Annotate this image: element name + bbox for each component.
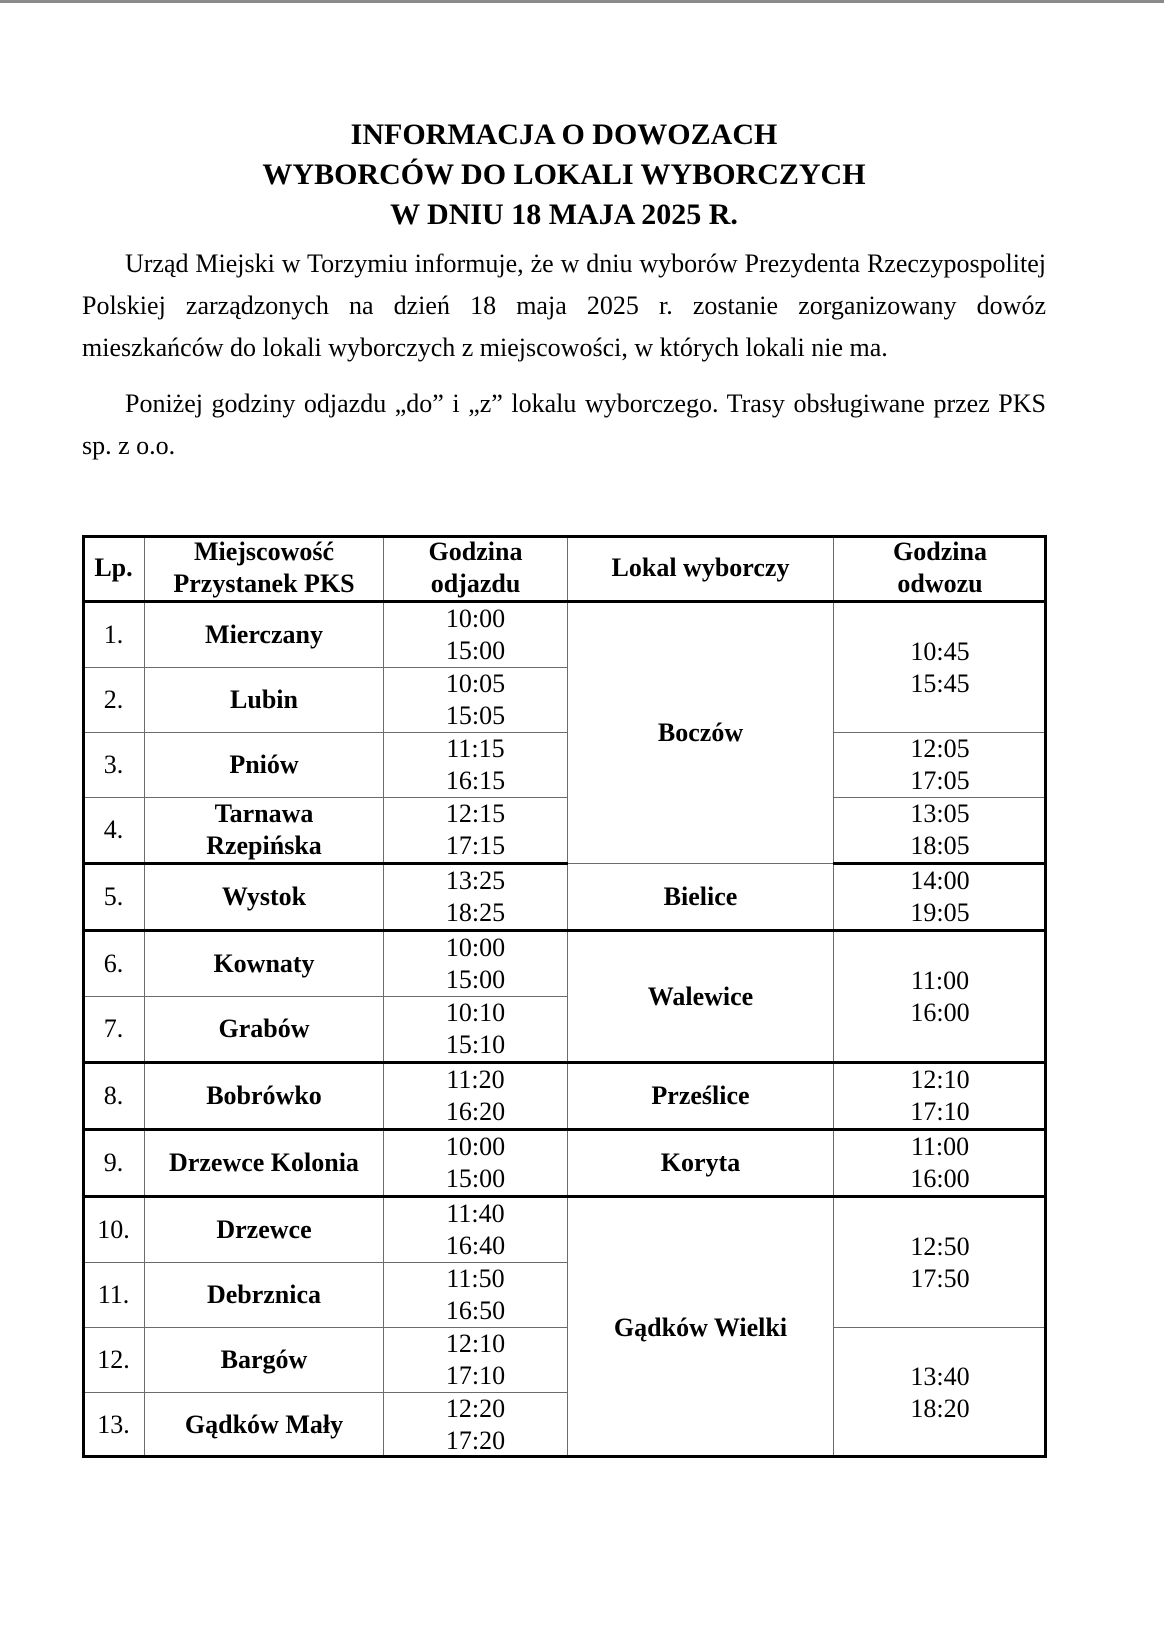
return-time: 11:00	[910, 1132, 970, 1161]
departure-time: 12:15	[445, 799, 506, 828]
intro-paragraph: Urząd Miejski w Torzymiu informuje, że w dniu wyborów Prezydenta Rzeczypospolitej Polskiej zarządzonych na dzień 18 maja 2025 r. zostanie zorganizowany dowóz mieszkańców do lokali wyborczych z miejscowości, w których lokali nie ma.	[82, 249, 1046, 362]
return-time: 18:20	[910, 1393, 970, 1423]
return-time: 17:50	[910, 1263, 970, 1293]
departure-time: 16:20	[445, 1097, 506, 1126]
table-row	[83, 1063, 1047, 1130]
departure-time: 12:20	[445, 1394, 506, 1423]
header-place-line2: Przystanek PKS	[173, 569, 355, 598]
row-lp: 9.	[83, 1130, 145, 1197]
departure-time: 13:25	[445, 866, 506, 895]
return-time: 19:05	[910, 898, 970, 927]
return-times	[834, 1063, 1047, 1130]
return-times	[834, 1197, 1047, 1328]
row-place: Bargów	[145, 1328, 384, 1393]
row-lp: 2.	[83, 668, 145, 733]
departure-time: 11:50	[446, 1264, 505, 1293]
return-time: 12:05	[910, 734, 970, 763]
place-line: Rzepińska	[206, 831, 322, 860]
station-koryta: Koryta	[568, 1130, 834, 1197]
table-row	[83, 602, 1047, 668]
return-time: 16:00	[910, 1164, 970, 1193]
table-header-row	[83, 536, 1047, 602]
table-row	[83, 1130, 1047, 1197]
table-row	[83, 733, 1047, 798]
departure-time: 16:40	[445, 1231, 506, 1260]
departure-time: 12:10	[445, 1329, 506, 1358]
departure-time: 17:15	[445, 831, 506, 860]
row-place: Gądków Mały	[145, 1393, 384, 1458]
departure-time: 16:15	[445, 766, 506, 795]
departure-time: 16:50	[445, 1296, 506, 1325]
return-time: 14:00	[910, 866, 970, 895]
departure-time: 11:20	[446, 1065, 505, 1094]
row-place: Mierczany	[145, 602, 384, 668]
row-departure	[384, 931, 568, 997]
table-row	[83, 1197, 1047, 1263]
departure-time: 15:00	[445, 636, 506, 665]
departure-time: 15:10	[445, 1030, 506, 1059]
table-row	[83, 931, 1047, 997]
return-times	[834, 864, 1047, 931]
row-place: Wystok	[145, 864, 384, 931]
row-lp: 8.	[83, 1063, 145, 1130]
departure-time: 10:05	[445, 669, 506, 698]
table-row	[83, 1328, 1047, 1393]
header-lp: Lp.	[83, 536, 145, 602]
return-times	[834, 1328, 1047, 1458]
departure-time: 18:25	[445, 898, 506, 927]
departure-time: 11:40	[446, 1199, 505, 1228]
title-line: WYBORCÓW DO LOKALI WYBORCZYCH	[262, 158, 866, 191]
header-return	[834, 536, 1047, 602]
row-lp: 5.	[83, 864, 145, 931]
row-lp: 7.	[83, 997, 145, 1063]
header-return-line2: odwozu	[897, 569, 983, 598]
row-place	[145, 798, 384, 864]
header-station: Lokal wyborczy	[568, 536, 834, 602]
return-times	[834, 733, 1047, 798]
return-time: 16:00	[910, 997, 970, 1027]
row-place: Drzewce	[145, 1197, 384, 1263]
row-lp: 4.	[83, 798, 145, 864]
row-lp: 6.	[83, 931, 145, 997]
row-place: Grabów	[145, 997, 384, 1063]
station-bielice: Bielice	[568, 864, 834, 931]
station-gadkow-wielki: Gądków Wielki	[568, 1197, 834, 1458]
return-time: 15:45	[910, 668, 970, 698]
departure-time: 15:00	[445, 965, 506, 994]
row-place: Kownaty	[145, 931, 384, 997]
row-departure	[384, 1393, 568, 1458]
header-place-line1: Miejscowość	[193, 537, 335, 566]
row-place: Bobrówko	[145, 1063, 384, 1130]
row-place: Drzewce Kolonia	[145, 1130, 384, 1197]
table-row	[83, 864, 1047, 931]
header-departure-line2: odjazdu	[430, 569, 521, 598]
row-departure	[384, 997, 568, 1063]
return-times	[834, 931, 1047, 1063]
return-times	[834, 798, 1047, 864]
row-lp: 1.	[83, 602, 145, 668]
row-departure	[384, 864, 568, 931]
departure-time: 11:15	[446, 734, 505, 763]
row-departure	[384, 1197, 568, 1263]
departure-time: 17:10	[445, 1361, 506, 1390]
departure-time: 17:20	[445, 1426, 506, 1455]
departure-time: 15:05	[445, 701, 506, 730]
row-departure	[384, 602, 568, 668]
return-time: 13:40	[910, 1361, 970, 1391]
top-rule	[0, 0, 1164, 3]
return-times	[834, 602, 1047, 733]
station-przeslice: Prześlice	[568, 1063, 834, 1130]
row-place: Lubin	[145, 668, 384, 733]
header-return-line1: Godzina	[893, 537, 987, 566]
row-departure	[384, 1130, 568, 1197]
row-place: Debrznica	[145, 1263, 384, 1328]
departure-time: 10:10	[445, 998, 506, 1027]
return-time: 12:50	[910, 1231, 970, 1261]
station-boczow: Boczów	[568, 602, 834, 864]
title-line: INFORMACJA O DOWOZACH	[350, 118, 778, 151]
return-time: 17:10	[910, 1097, 970, 1126]
departure-time: 10:00	[445, 604, 506, 633]
header-departure	[384, 536, 568, 602]
return-time: 12:10	[910, 1065, 970, 1094]
row-departure	[384, 668, 568, 733]
header-departure-line1: Godzina	[428, 537, 523, 566]
table-row	[83, 798, 1047, 864]
row-departure	[384, 733, 568, 798]
row-lp: 13.	[83, 1393, 145, 1458]
row-lp: 11.	[83, 1263, 145, 1328]
document-title	[82, 115, 1046, 235]
row-departure	[384, 1063, 568, 1130]
document-body	[82, 115, 1046, 467]
return-time: 10:45	[910, 636, 970, 666]
row-lp: 12.	[83, 1328, 145, 1393]
departure-time: 10:00	[445, 933, 506, 962]
row-departure	[384, 798, 568, 864]
row-lp: 3.	[83, 733, 145, 798]
return-time: 17:05	[910, 766, 970, 795]
return-time: 13:05	[910, 799, 970, 828]
row-departure	[384, 1263, 568, 1328]
return-time: 11:00	[910, 965, 970, 995]
routes-paragraph: Poniżej godziny odjazdu „do” i „z” lokalu wyborczego. Trasy obsługiwane przez PKS sp. z o.o.	[82, 389, 1046, 460]
row-lp: 10.	[83, 1197, 145, 1263]
title-line: W DNIU 18 MAJA 2025 R.	[390, 198, 738, 231]
departure-time: 10:00	[445, 1132, 506, 1161]
return-times	[834, 1130, 1047, 1197]
row-departure	[384, 1328, 568, 1393]
schedule-table	[82, 535, 1047, 1458]
departure-time: 15:00	[445, 1164, 506, 1193]
return-time: 18:05	[910, 831, 970, 860]
place-line: Tarnawa	[214, 799, 314, 828]
row-place: Pniów	[145, 733, 384, 798]
header-place	[145, 536, 384, 602]
station-walewice: Walewice	[568, 931, 834, 1063]
